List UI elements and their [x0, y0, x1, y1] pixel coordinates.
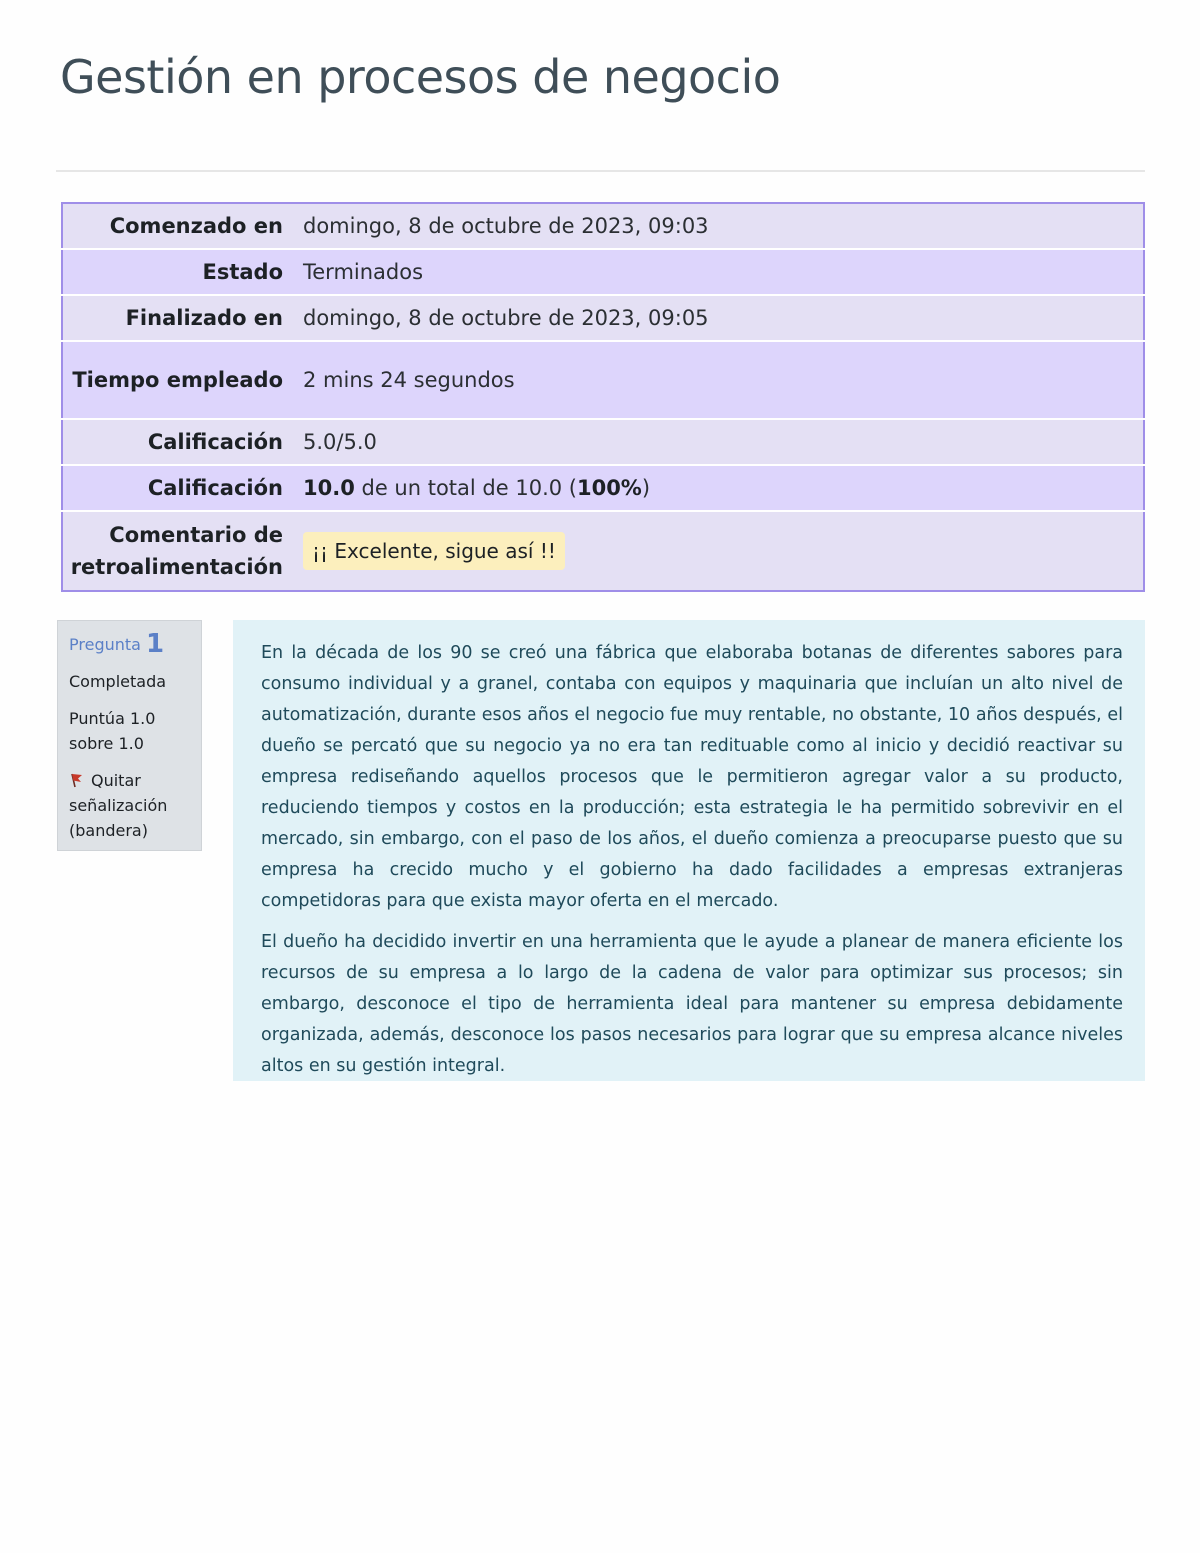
title-divider — [56, 170, 1145, 172]
summary-value — [293, 511, 1144, 591]
flag-icon — [69, 770, 85, 786]
summary-row-completed — [62, 295, 1144, 341]
summary-label: Calificación — [62, 465, 293, 511]
question-label: Pregunta — [69, 635, 141, 654]
summary-label: Calificación — [62, 419, 293, 465]
grade-close: ) — [641, 476, 651, 500]
summary-row-time-taken — [62, 341, 1144, 419]
grade-score: 10.0 — [303, 476, 355, 500]
summary-label: Finalizado en — [62, 295, 293, 341]
summary-label: Tiempo empleado — [62, 341, 293, 419]
summary-row-feedback — [62, 511, 1144, 591]
summary-value: 5.0/5.0 — [293, 419, 1144, 465]
question-text — [233, 620, 1145, 1081]
question-paragraph: El dueño ha decidido invertir en una herramienta que le ayude a planear de manera eficiente los recursos de su empresa a lo largo de la cadena de valor para optimizar sus procesos; sin embargo, desconoce el tipo de herramienta ideal para mantener su empresa debidamente organizada, además, desconoce los pasos necesarios para lograr que su empresa alcance niveles altos en su gestión integral. — [261, 932, 1123, 1076]
question-state: Completada — [69, 672, 167, 691]
page-title: Gestión en procesos de negocio — [60, 50, 781, 104]
summary-row-started — [62, 203, 1144, 249]
question-number — [69, 631, 191, 658]
remove-flag-label: Quitar señalización (bandera) — [69, 771, 168, 840]
summary-label: Comentario de retroalimentación — [62, 511, 293, 591]
summary-row-grade — [62, 465, 1144, 511]
summary-value: domingo, 8 de octubre de 2023, 09:05 — [293, 295, 1144, 341]
summary-value — [293, 465, 1144, 511]
summary-row-marks — [62, 419, 1144, 465]
quiz-summary-table — [61, 202, 1145, 592]
feedback-badge: ¡¡ Excelente, sigue así !! — [303, 532, 565, 570]
question-info-panel — [57, 620, 202, 851]
question-grade: Puntúa 1.0 sobre 1.0 — [69, 709, 156, 753]
grade-total: de un total de 10.0 ( — [354, 476, 577, 500]
remove-flag-link[interactable] — [69, 768, 191, 843]
summary-value: Terminados — [293, 249, 1144, 295]
summary-row-state — [62, 249, 1144, 295]
question-num: 1 — [146, 629, 165, 659]
summary-label: Comenzado en — [62, 203, 293, 249]
summary-value: domingo, 8 de octubre de 2023, 09:03 — [293, 203, 1144, 249]
summary-label: Estado — [62, 249, 293, 295]
question-paragraph: En la década de los 90 se creó una fábrica que elaboraba botanas de diferentes sabores para consumo individual y a granel, contaba con equipos y maquinaria que incluían un alto nivel de automatización, durante esos años el negocio fue muy rentable, no obstante, 10 años después, el dueño se percató que su negocio ya no era tan redituable como al inicio y decidió reactivar su empresa rediseñando aquellos procesos que le permitieron agregar valor a su producto, reduciendo tiempos y costos en la producción; esta estrategia le ha permitido sobrevivir en el mercado, sin embargo, con el paso de los años, el dueño comienza a preocuparse puesto que su empresa ha crecido mucho y el gobierno ha dado facilidades a empresas extranjeras competidoras para que exista mayor oferta en el mercado. — [261, 643, 1123, 911]
grade-percent: 100% — [576, 476, 642, 500]
summary-value: 2 mins 24 segundos — [293, 341, 1144, 419]
